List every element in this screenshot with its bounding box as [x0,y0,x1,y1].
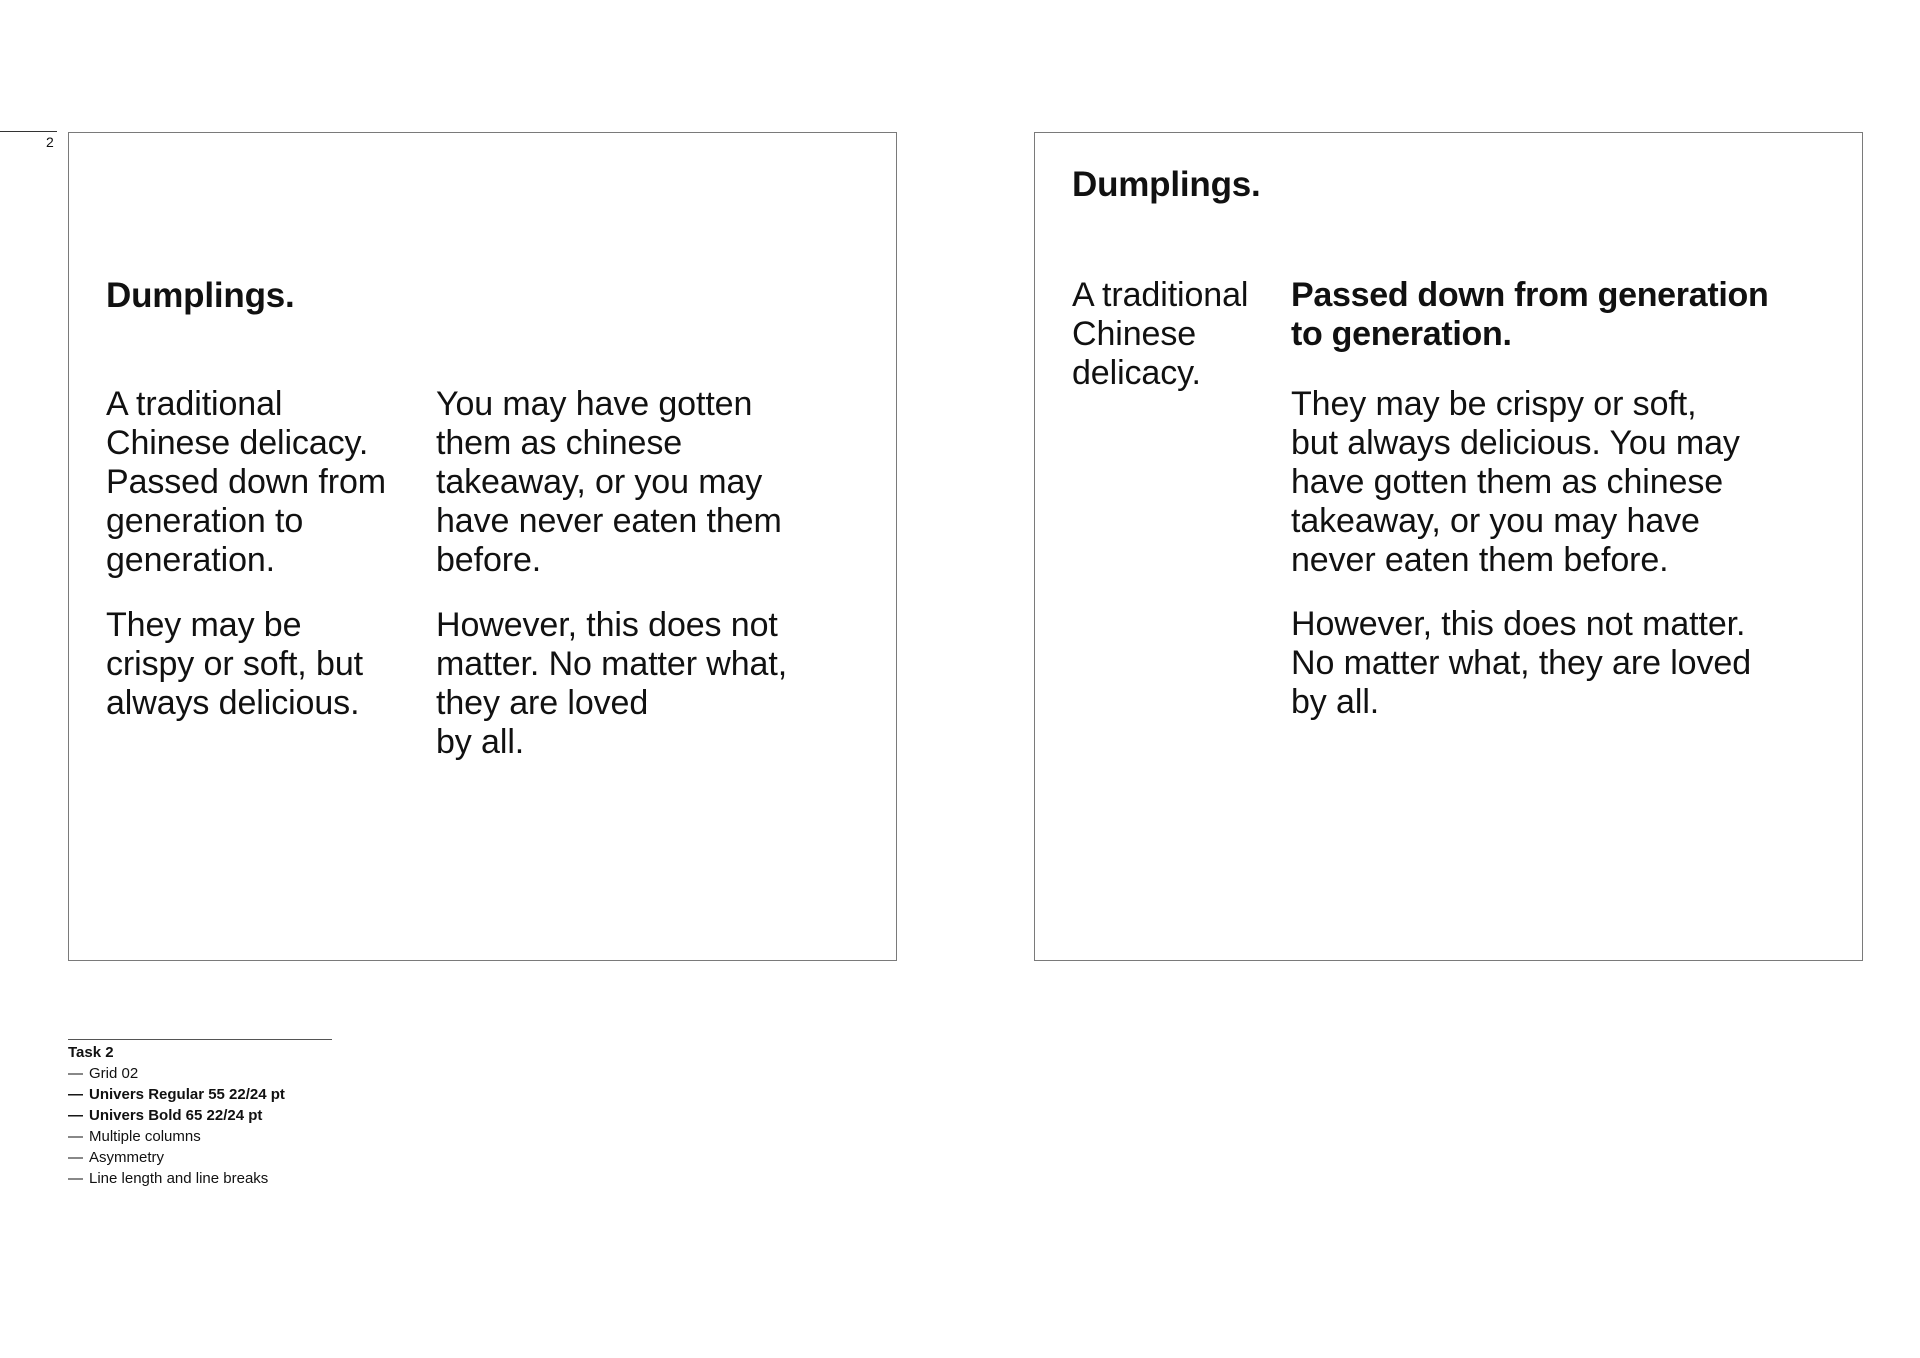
column-1-paragraph-2: They may be crispy or soft, but always delicious. [106,606,363,722]
dash-icon: — [68,1149,83,1166]
dash-icon: — [68,1128,83,1145]
dash-icon: — [68,1065,83,1082]
dash-icon: — [68,1107,83,1124]
column-1-paragraph-1: A traditional Chinese delicacy. Passed down from generation to generation. [106,385,386,579]
task-notes [68,1039,332,1189]
dash-icon: — [68,1086,83,1103]
column-1-paragraph: A traditional Chinese delicacy. [1072,276,1249,392]
column-2-paragraph-2: However, this does not matter. No matter what, they are loved by all. [436,606,788,761]
layout-panel-left [68,132,897,961]
notes-list [68,1063,332,1189]
column-2-paragraph-2: However, this does not matter. No matter what, they are loved by all. [1291,605,1752,721]
notes-item: — Univers Regular 55 22/24 pt [68,1086,285,1103]
layout-panel-right [1034,132,1863,961]
panel-heading: Dumplings. [1072,165,1261,204]
notes-item: — Asymmetry [68,1149,164,1166]
notes-item: — Grid 02 [68,1065,139,1082]
page-number: 2 [46,134,54,150]
bold-lead-paragraph: Passed down from generation to generation. [1291,276,1769,353]
notes-title: Task 2 [68,1044,114,1061]
notes-item: — Line length and line breaks [68,1170,269,1187]
notes-item: — Multiple columns [68,1128,201,1145]
notes-item: — Univers Bold 65 22/24 pt [68,1107,263,1124]
column-2-paragraph-1: They may be crispy or soft, but always delicious. You may have gotten them as chinese takeaway, or you may have never eaten them before. [1291,385,1740,579]
page-number-rule [0,131,57,132]
dash-icon: — [68,1170,83,1187]
panel-heading: Dumplings. [106,276,295,315]
column-2-paragraph-1: You may have gotten them as chinese takeaway, or you may have never eaten them before. [436,385,782,579]
